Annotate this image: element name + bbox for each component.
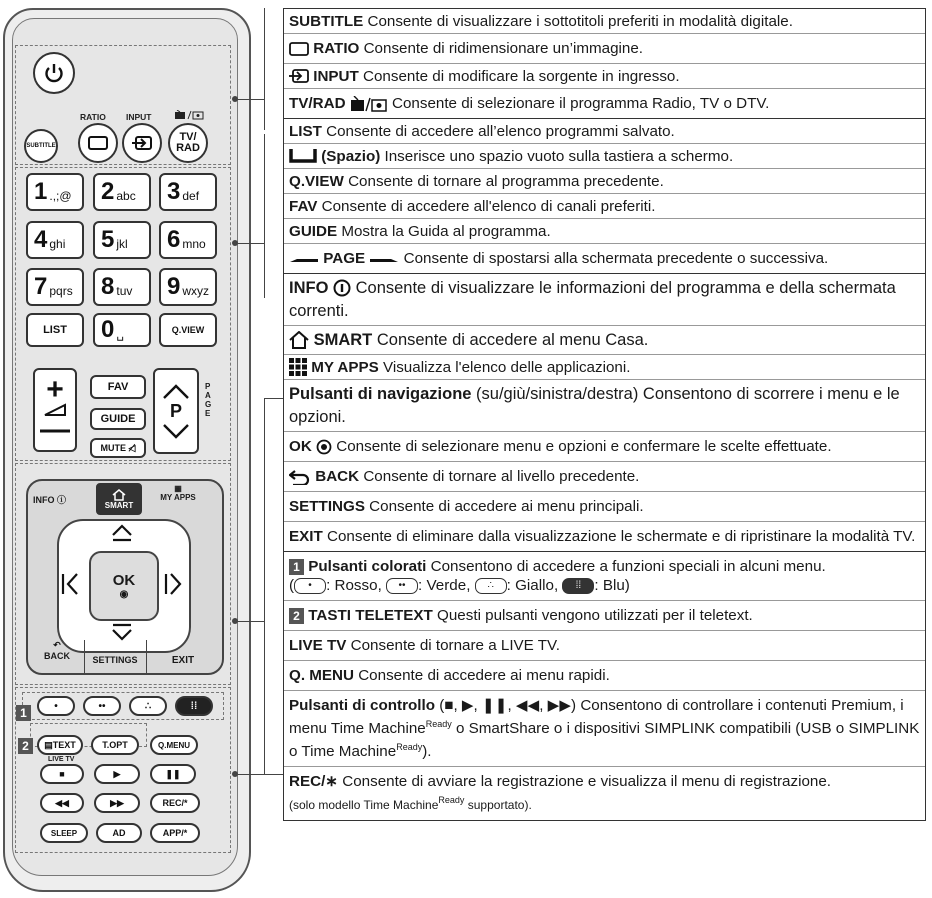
page-right-icon	[369, 254, 399, 264]
apps-grid-icon	[289, 358, 307, 376]
back-label: BACK	[44, 651, 70, 661]
power-icon	[43, 62, 65, 84]
row-colored: 1 Pulsanti colorati Consentono di accedere a funzioni speciali in alcuni menu. ( • : Rosso, •• : Verde, ∴ : Giallo, ⁞⁞ : Blu)	[289, 558, 826, 594]
guide-button[interactable]: GUIDE	[90, 408, 146, 430]
program-rocker[interactable]	[153, 368, 199, 454]
tv-rad-icon	[350, 96, 388, 112]
yellow-button[interactable]: ∴	[129, 696, 167, 716]
back-arrow-icon	[289, 469, 311, 485]
block-4	[283, 552, 926, 821]
row-settings	[284, 491, 925, 521]
blue-button-icon: ⁞⁞	[562, 578, 594, 594]
pause-button[interactable]	[150, 764, 196, 784]
text-control-2: o SmartShare o i dispositivi SIMPLINK compatibili (USB o SIMPLINK o Time Machine	[289, 720, 920, 761]
key-9-letters: wxyz	[182, 284, 210, 298]
settings-button[interactable]: SETTINGS	[92, 655, 138, 665]
row-exit	[284, 521, 925, 551]
space-icon	[289, 149, 317, 163]
ready-sup-1: Ready	[425, 719, 452, 729]
fast-forward-button[interactable]	[94, 793, 140, 813]
key-subtitle: SUBTITLE	[289, 12, 364, 30]
row-qmenu	[284, 660, 925, 690]
input-icon	[131, 135, 153, 151]
connector-h-4	[236, 774, 283, 775]
text-smart: Consente di accedere al menu Casa.	[372, 330, 649, 349]
key-smart: SMART	[313, 330, 373, 349]
row-tvrad	[284, 88, 925, 118]
rewind-icon: ◀◀	[55, 797, 69, 808]
space-icon: ␣	[116, 327, 124, 341]
text-settings: Consente di accedere ai menu principali.	[364, 498, 644, 515]
color-red: Rosso	[334, 577, 378, 594]
row-subtitle	[284, 9, 925, 33]
arrow-down-icon[interactable]	[110, 622, 134, 642]
key-2-letters: abc	[116, 189, 136, 203]
text-livetv: Consente di tornare a LIVE TV.	[346, 637, 560, 654]
ratio-icon	[289, 42, 309, 56]
key-tvrad: TV/RAD	[289, 95, 346, 112]
row-livetv	[284, 630, 925, 660]
stop-icon: ■	[59, 769, 65, 779]
ratio-icon	[87, 135, 109, 151]
connector-h-1	[236, 99, 264, 100]
row-list	[284, 119, 925, 143]
key-7[interactable]	[26, 268, 84, 306]
key-guide: GUIDE	[289, 222, 338, 240]
green-button-icon: ••	[386, 578, 418, 594]
text-ratio: Consente di ridimensionare un’immagine.	[359, 40, 644, 57]
row-ok	[284, 431, 925, 461]
row-control: Pulsanti di controllo (■, ▶, ❚❚, ◀◀, ▶▶) Consentono di controllare i contenuti Premium, i menu Time Machine$^{Ready}$ o SmartShare o i dispositivi SIMPLINK compatibili (USB o SIMPLINK o Time Machine$^{Ready}$).	[284, 690, 925, 766]
key-colored: Pulsanti colorati	[308, 558, 427, 575]
myapps-label: MY APPS	[160, 493, 196, 502]
yellow-button-icon: ∴	[475, 578, 507, 594]
key-6[interactable]	[159, 221, 217, 259]
badge-2: 2	[18, 738, 33, 754]
badge-1: 1	[16, 705, 31, 721]
text-teletext: Questi pulsanti vengono utilizzati per il teletext.	[432, 607, 753, 624]
ok-dot-icon: ◉	[119, 589, 129, 600]
row-fav	[284, 193, 925, 218]
row-teletext	[284, 600, 925, 630]
text-list: Consente di accedere all’elenco programmi salvato.	[321, 122, 675, 140]
remote-illustration	[0, 0, 260, 898]
key-control: Pulsanti di controllo	[289, 697, 435, 714]
key-7-letters: pqrs	[49, 284, 73, 298]
connector-h-3	[236, 621, 264, 622]
smart-button[interactable]	[96, 483, 142, 515]
key-ratio: RATIO	[313, 40, 360, 57]
exit-button[interactable]: EXIT	[171, 655, 195, 666]
text-space: Inserisce uno spazio vuoto sulla tastiera a schermo.	[380, 147, 734, 165]
key-1-digit: 1	[34, 178, 48, 205]
row-page	[284, 243, 925, 273]
key-myapps: MY APPS	[311, 358, 379, 376]
key-3-letters: def	[182, 189, 200, 203]
text-navigation: (su/giù/sinistra/destra) Consentono di scorrere i menu e le opzioni.	[289, 384, 900, 426]
text-ok: Consente di selezionare menu e opzioni e confermare le scelte effettuate.	[332, 438, 832, 455]
input-icon	[289, 69, 309, 83]
qmenu-button[interactable]: Q.MENU	[150, 735, 198, 755]
key-0[interactable]	[93, 313, 151, 347]
key-7-digit: 7	[34, 273, 48, 300]
key-8[interactable]	[93, 268, 151, 306]
ad-button[interactable]: AD	[96, 823, 142, 843]
key-2[interactable]	[93, 173, 151, 211]
connector-h-3b	[264, 398, 283, 399]
text-guide: Mostra la Guida al programma.	[337, 222, 551, 240]
program-label: P	[169, 400, 182, 421]
key-info: INFO	[289, 278, 329, 297]
row-ratio	[284, 33, 925, 63]
connector-v-2	[264, 134, 265, 298]
key-input: INPUT	[313, 67, 359, 85]
row-rec	[284, 766, 925, 820]
chevron-up-icon	[161, 383, 191, 401]
row-input	[284, 63, 925, 88]
list-button[interactable]: LIST	[26, 313, 84, 347]
smart-label: SMART	[104, 500, 134, 510]
key-back: BACK	[315, 468, 360, 485]
input-label: INPUT	[126, 112, 152, 122]
color-yellow: Giallo	[515, 577, 554, 594]
key-5-digit: 5	[101, 226, 115, 253]
connector-v-3	[264, 398, 265, 622]
mute-icon: ◁̸	[128, 442, 136, 453]
apps-grid-icon: ▦	[174, 484, 182, 493]
block-1	[283, 8, 926, 119]
volume-down-icon: —	[40, 413, 70, 446]
row-guide	[284, 218, 925, 243]
rec-button[interactable]: REC/*	[150, 793, 200, 813]
rewind-button[interactable]	[40, 793, 84, 813]
ratio-label: RATIO	[80, 112, 106, 122]
page-left-icon	[289, 254, 319, 264]
key-exit: EXIT	[289, 528, 323, 545]
rec-note-end: supportato).	[464, 798, 532, 813]
key-qmenu: Q. MENU	[289, 667, 354, 684]
key-settings: SETTINGS	[289, 498, 365, 515]
livetv-label: LIVE TV	[48, 756, 75, 763]
qview-button[interactable]: Q.VIEW	[159, 313, 217, 347]
ready-sup-3: Ready	[438, 795, 465, 806]
page-label: PAGE	[205, 382, 212, 418]
app-button[interactable]: APP/*	[150, 823, 200, 843]
key-qview: Q.VIEW	[289, 172, 344, 190]
sleep-button[interactable]: SLEEP	[40, 823, 88, 843]
key-4[interactable]	[26, 221, 84, 259]
play-icon: ▶	[113, 768, 121, 779]
topt-button[interactable]: T.OPT	[91, 735, 139, 755]
key-1-letters: .,;@	[49, 189, 72, 203]
row-smart	[284, 325, 925, 354]
text-control-3: ).	[422, 743, 432, 761]
badge-1: 1	[289, 559, 304, 575]
arrow-left-icon[interactable]	[60, 571, 80, 597]
nav-divider-2	[146, 640, 147, 675]
text-control-1: Consentono di controllare i contenuti Premium, i menu Time Machine	[289, 697, 904, 738]
text-info: Consente di visualizzare le informazioni del programma e della schermata correnti.	[289, 278, 896, 320]
ratio-button[interactable]	[78, 123, 118, 163]
text-label: TEXT	[52, 740, 76, 750]
info-label: INFO	[33, 495, 55, 505]
connector-h-2	[236, 243, 264, 244]
key-4-letters: ghi	[49, 237, 66, 251]
row-myapps	[284, 354, 925, 379]
volume-up-icon: +	[46, 373, 64, 406]
ok-button[interactable]	[89, 551, 159, 621]
text-qmenu: Consente di accedere ai menu rapidi.	[353, 667, 610, 684]
color-green: Verde	[426, 577, 467, 594]
home-icon	[289, 331, 309, 349]
row-qview	[284, 168, 925, 193]
green-button[interactable]: ••	[83, 696, 121, 716]
key-3[interactable]	[159, 173, 217, 211]
info-button[interactable]	[33, 493, 66, 506]
red-button-icon: •	[294, 578, 326, 594]
text-tvrad: Consente di selezionare il programma Radio, TV o DTV.	[387, 95, 770, 112]
key-teletext: TASTI TELETEXT	[308, 607, 433, 624]
volume-rocker[interactable]	[33, 368, 77, 452]
text-back: Consente di tornare al livello precedente.	[359, 468, 640, 485]
play-button[interactable]	[94, 764, 140, 784]
row-info	[284, 274, 925, 325]
rec-note: (solo modello Time Machine	[289, 798, 439, 813]
key-ok: OK	[289, 438, 312, 455]
text-page: Consente di spostarsi alla schermata precedente o successiva.	[399, 250, 829, 267]
color-blue: Blu	[602, 577, 625, 594]
fast-forward-icon: ▶▶	[110, 797, 124, 808]
ready-sup-2: Ready	[396, 742, 423, 753]
info-icon	[333, 279, 351, 297]
tv-rad-button[interactable]: TV/ RAD	[168, 123, 208, 163]
mute-button[interactable]	[90, 438, 146, 458]
text-qview: Consente di tornare al programma precedente.	[343, 172, 664, 190]
stop-button[interactable]	[40, 764, 84, 784]
back-arrow-icon: ↶	[53, 640, 61, 650]
connector-v-1	[264, 8, 265, 130]
key-8-digit: 8	[101, 273, 115, 300]
chevron-down-icon	[161, 422, 191, 440]
power-button[interactable]	[33, 52, 75, 94]
key-6-digit: 6	[167, 226, 181, 253]
key-6-letters: mno	[182, 237, 206, 251]
key-4-digit: 4	[34, 226, 48, 253]
text-rec: Consente di avviare la registrazione e visualizza il menu di registrazione.	[338, 773, 832, 791]
ok-dot-icon	[316, 439, 332, 455]
connector-v-4	[264, 618, 265, 774]
row-navigation	[284, 379, 925, 431]
key-livetv: LIVE TV	[289, 637, 347, 654]
arrow-right-icon[interactable]	[163, 571, 183, 597]
key-9[interactable]	[159, 268, 217, 306]
subtitle-button[interactable]: SUBTITLE	[24, 129, 58, 163]
key-list: LIST	[289, 122, 322, 140]
key-navigation: Pulsanti di navigazione	[289, 384, 472, 403]
input-button[interactable]	[122, 123, 162, 163]
key-9-digit: 9	[167, 273, 181, 300]
control-icons: ■, ▶, ❚❚, ◀◀, ▶▶	[444, 697, 572, 714]
key-0-digit: 0	[101, 316, 115, 343]
text-myapps: Visualizza l'elenco delle applicazioni.	[378, 358, 631, 376]
myapps-button[interactable]	[148, 484, 208, 502]
text-colored: Consentono di accedere a funzioni speciali in alcuni menu.	[426, 558, 826, 575]
text-icon: ▤	[44, 739, 53, 750]
row-space	[284, 143, 925, 168]
text-exit: Consente di eliminare dalla visualizzazione le schermate e di ripristinare la modalità TV.	[322, 528, 916, 545]
key-space: (Spazio)	[321, 147, 381, 165]
arrow-up-icon[interactable]	[110, 523, 134, 543]
info-icon: ⓘ	[57, 495, 67, 505]
key-3-digit: 3	[167, 178, 181, 205]
red-button[interactable]: •	[37, 696, 75, 716]
key-8-letters: tuv	[116, 284, 133, 298]
block-2	[283, 119, 926, 274]
pause-icon: ❚❚	[165, 768, 181, 779]
nav-divider-1	[84, 640, 85, 675]
blue-button[interactable]: ⁞⁞	[175, 696, 213, 716]
block-3	[283, 274, 926, 552]
key-5[interactable]	[93, 221, 151, 259]
key-rec: REC/∗	[289, 773, 339, 791]
key-1[interactable]	[26, 173, 84, 211]
key-fav: FAV	[289, 197, 318, 215]
key-2-digit: 2	[101, 178, 115, 205]
key-page: PAGE	[323, 250, 366, 267]
row-back	[284, 461, 925, 491]
text-button[interactable]	[37, 735, 83, 755]
tv-rad-icon	[174, 110, 208, 120]
home-icon	[112, 489, 126, 501]
mute-label: MUTE	[100, 443, 127, 453]
text-fav: Consente di accedere all'elenco di canali preferiti.	[317, 197, 656, 215]
back-button[interactable]	[30, 640, 84, 661]
badge-2: 2	[289, 608, 304, 624]
key-5-letters: jkl	[116, 237, 128, 251]
fav-button[interactable]: FAV	[90, 375, 146, 399]
ok-label: OK	[112, 572, 136, 589]
text-input: Consente di modificare la sorgente in ingresso.	[358, 67, 680, 85]
description-table	[283, 8, 926, 821]
text-subtitle: Consente di visualizzare i sottotitoli preferiti in modalità digitale.	[363, 12, 793, 30]
